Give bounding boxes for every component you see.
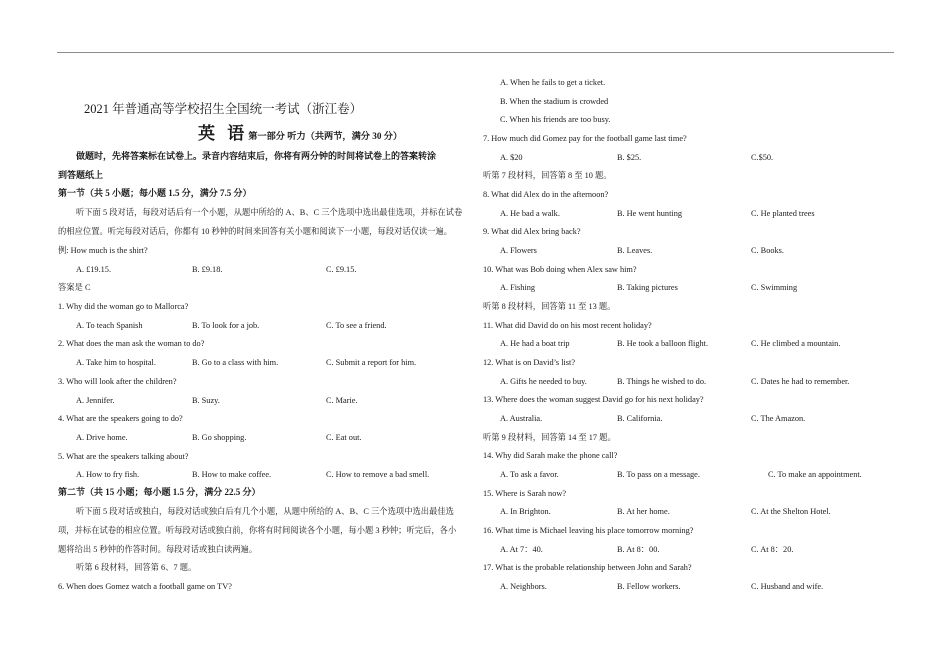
material-8: 听第 8 段材料，回答第 11 至 13 题。: [483, 302, 616, 311]
question-1: 1. Why did the woman go to Mallorca?: [58, 302, 189, 311]
question-17: 17. What is the probable relationship between John and Sarah?: [483, 563, 692, 572]
question-16: 16. What time is Michael leaving his place tomorrow morning?: [483, 526, 694, 535]
example-answer: 答案是 C: [58, 283, 91, 292]
q13-option-a: A. Australia.: [500, 414, 543, 423]
q16-option-c: C. At 8：20.: [751, 545, 794, 554]
q1-option-b: B. To look for a job.: [192, 321, 260, 330]
example-option-b: B. £9.18.: [192, 265, 223, 274]
question-7: 7. How much did Gomez pay for the football game last time?: [483, 134, 687, 143]
q2-option-b: B. Go to a class with him.: [192, 358, 279, 367]
question-15: 15. Where is Sarah now?: [483, 489, 567, 498]
q17-option-b: B. Fellow workers.: [617, 582, 681, 591]
q12-option-a: A. Gifts he needed to buy.: [500, 377, 587, 386]
material-7: 听第 7 段材料，回答第 8 至 10 题。: [483, 171, 612, 180]
material-6: 听第 6 段材料，回答第 6、7 题。: [76, 563, 197, 572]
q4-option-c: C. Eat out.: [326, 433, 362, 442]
q13-option-c: C. The Amazon.: [751, 414, 806, 423]
instruction-line-1: 做题时，先将答案标在试卷上。录音内容结束后，你将有两分钟的时间将试卷上的答案转涂: [76, 151, 437, 161]
q1-option-a: A. To teach Spanish: [76, 321, 143, 330]
section2-para-1: 听下面 5 段对话或独白，每段对话或独白后有几个小题，从题中所给的 A、B、C 三个选项中选出最佳选: [76, 507, 454, 516]
q8-option-b: B. He went hunting: [617, 209, 682, 218]
question-13: 13. Where does the woman suggest David go for his next holiday?: [483, 395, 704, 404]
question-11: 11. What did David do on his most recent holiday?: [483, 321, 652, 330]
question-9: 9. What did Alex bring back?: [483, 227, 581, 236]
q10-option-b: B. Taking pictures: [617, 283, 678, 292]
q13-option-b: B. California.: [617, 414, 663, 423]
q9-option-b: B. Leaves.: [617, 246, 653, 255]
q2-option-a: A. Take him to hospital.: [76, 358, 156, 367]
question-2: 2. What does the man ask the woman to do?: [58, 339, 205, 348]
q7-option-b: B. $25.: [617, 153, 642, 162]
q4-option-b: B. Go shopping.: [192, 433, 247, 442]
subject-header: [198, 124, 402, 147]
q14-option-c: C. To make an appointment.: [768, 470, 862, 479]
section1-para-1: 听下面 5 段对话，每段对话后有一个小题，从题中所给的 A、B、C 三个选项中选出最佳选项，并标在试卷: [76, 208, 463, 217]
q3-option-c: C. Marie.: [326, 396, 358, 405]
q3-option-a: A. Jennifer.: [76, 396, 115, 405]
q16-option-a: A. At 7：40.: [500, 545, 543, 554]
question-3: 3. Who will look after the children?: [58, 377, 177, 386]
q7-option-c: C.$50.: [751, 153, 774, 162]
example-option-a: A. £19.15.: [76, 265, 112, 274]
question-4: 4. What are the speakers going to do?: [58, 414, 183, 423]
question-14: 14. Why did Sarah make the phone call?: [483, 451, 618, 460]
question-10: 10. What was Bob doing when Alex saw him?: [483, 265, 637, 274]
q12-option-b: B. Things he wished to do.: [617, 377, 707, 386]
q12-option-c: C. Dates he had to remember.: [751, 377, 850, 386]
q9-option-a: A. Flowers: [500, 246, 537, 255]
question-5: 5. What are the speakers talking about?: [58, 452, 189, 461]
section2-heading: 第二节（共 15 小题；每小题 1.5 分，满分 22.5 分）: [58, 487, 261, 497]
question-8: 8. What did Alex do in the afternoon?: [483, 190, 609, 199]
q11-option-b: B. He took a balloon flight.: [617, 339, 709, 348]
q5-option-b: B. How to make coffee.: [192, 470, 272, 479]
q9-option-c: C. Books.: [751, 246, 784, 255]
q1-option-c: C. To see a friend.: [326, 321, 387, 330]
q17-option-a: A. Neighbors.: [500, 582, 547, 591]
question-12: 12. What is on David’s list?: [483, 358, 576, 367]
example-option-c: C. £9.15.: [326, 265, 357, 274]
part-title: 第一部分 听力（共两节，满分 30 分）: [248, 131, 403, 141]
q14-option-a: A. To ask a favor.: [500, 470, 559, 479]
q11-option-c: C. He climbed a mountain.: [751, 339, 841, 348]
section1-para-2: 的相应位置。听完每段对话后，你都有 10 秒钟的时间来回答有关小题和阅读下一小题，每段对话仅读一遍。: [58, 227, 453, 236]
exam-title: 2021 年普通高等学校招生全国统一考试（浙江卷）: [84, 102, 363, 116]
q4-option-a: A. Drive home.: [76, 433, 128, 442]
q8-option-c: C. He planted trees: [751, 209, 815, 218]
q10-option-a: A. Fishing: [500, 283, 536, 292]
q2-option-c: C. Submit a report for him.: [326, 358, 417, 367]
q15-option-a: A. In Brighton.: [500, 507, 551, 516]
instruction-line-2: 到答题纸上: [58, 170, 104, 180]
q11-option-a: A. He had a boat trip: [500, 339, 570, 348]
q5-option-a: A. How to fry fish.: [76, 470, 140, 479]
q15-option-c: C. At the Shelton Hotel.: [751, 507, 831, 516]
example-question: 例: How much is the shirt?: [58, 246, 148, 255]
section1-heading: 第一节（共 5 小题；每小题 1.5 分，满分 7.5 分）: [58, 188, 252, 198]
section2-para-3: 题将给出 5 秒钟的作答时间。每段对话或独白读两遍。: [58, 545, 258, 554]
subject-title: 英 语: [198, 124, 249, 143]
q6-option-b: B. When the stadium is crowded: [500, 97, 609, 106]
section2-para-2: 项，并标在试卷的相应位置。听每段对话或独白前，你将有时间阅读各个小题，每小题 3 秒钟；听完后，各小: [58, 526, 457, 535]
q5-option-c: C. How to remove a bad smell.: [326, 470, 430, 479]
q6-option-a: A. When he fails to get a ticket.: [500, 78, 606, 87]
q8-option-a: A. He bad a walk.: [500, 209, 560, 218]
q6-option-c: C. When his friends are too busy.: [500, 115, 611, 124]
question-6: 6. When does Gomez watch a football game on TV?: [58, 582, 232, 591]
material-9: 听第 9 段材料，回答第 14 至 17 题。: [483, 433, 616, 442]
q15-option-b: B. At her home.: [617, 507, 670, 516]
q3-option-b: B. Suzy.: [192, 396, 220, 405]
q17-option-c: C. Husband and wife.: [751, 582, 824, 591]
q16-option-b: B. At 8：00.: [617, 545, 660, 554]
q10-option-c: C. Swimming: [751, 283, 798, 292]
q14-option-b: B. To pass on a message.: [617, 470, 700, 479]
top-divider: [57, 52, 894, 53]
q7-option-a: A. $20: [500, 153, 523, 162]
